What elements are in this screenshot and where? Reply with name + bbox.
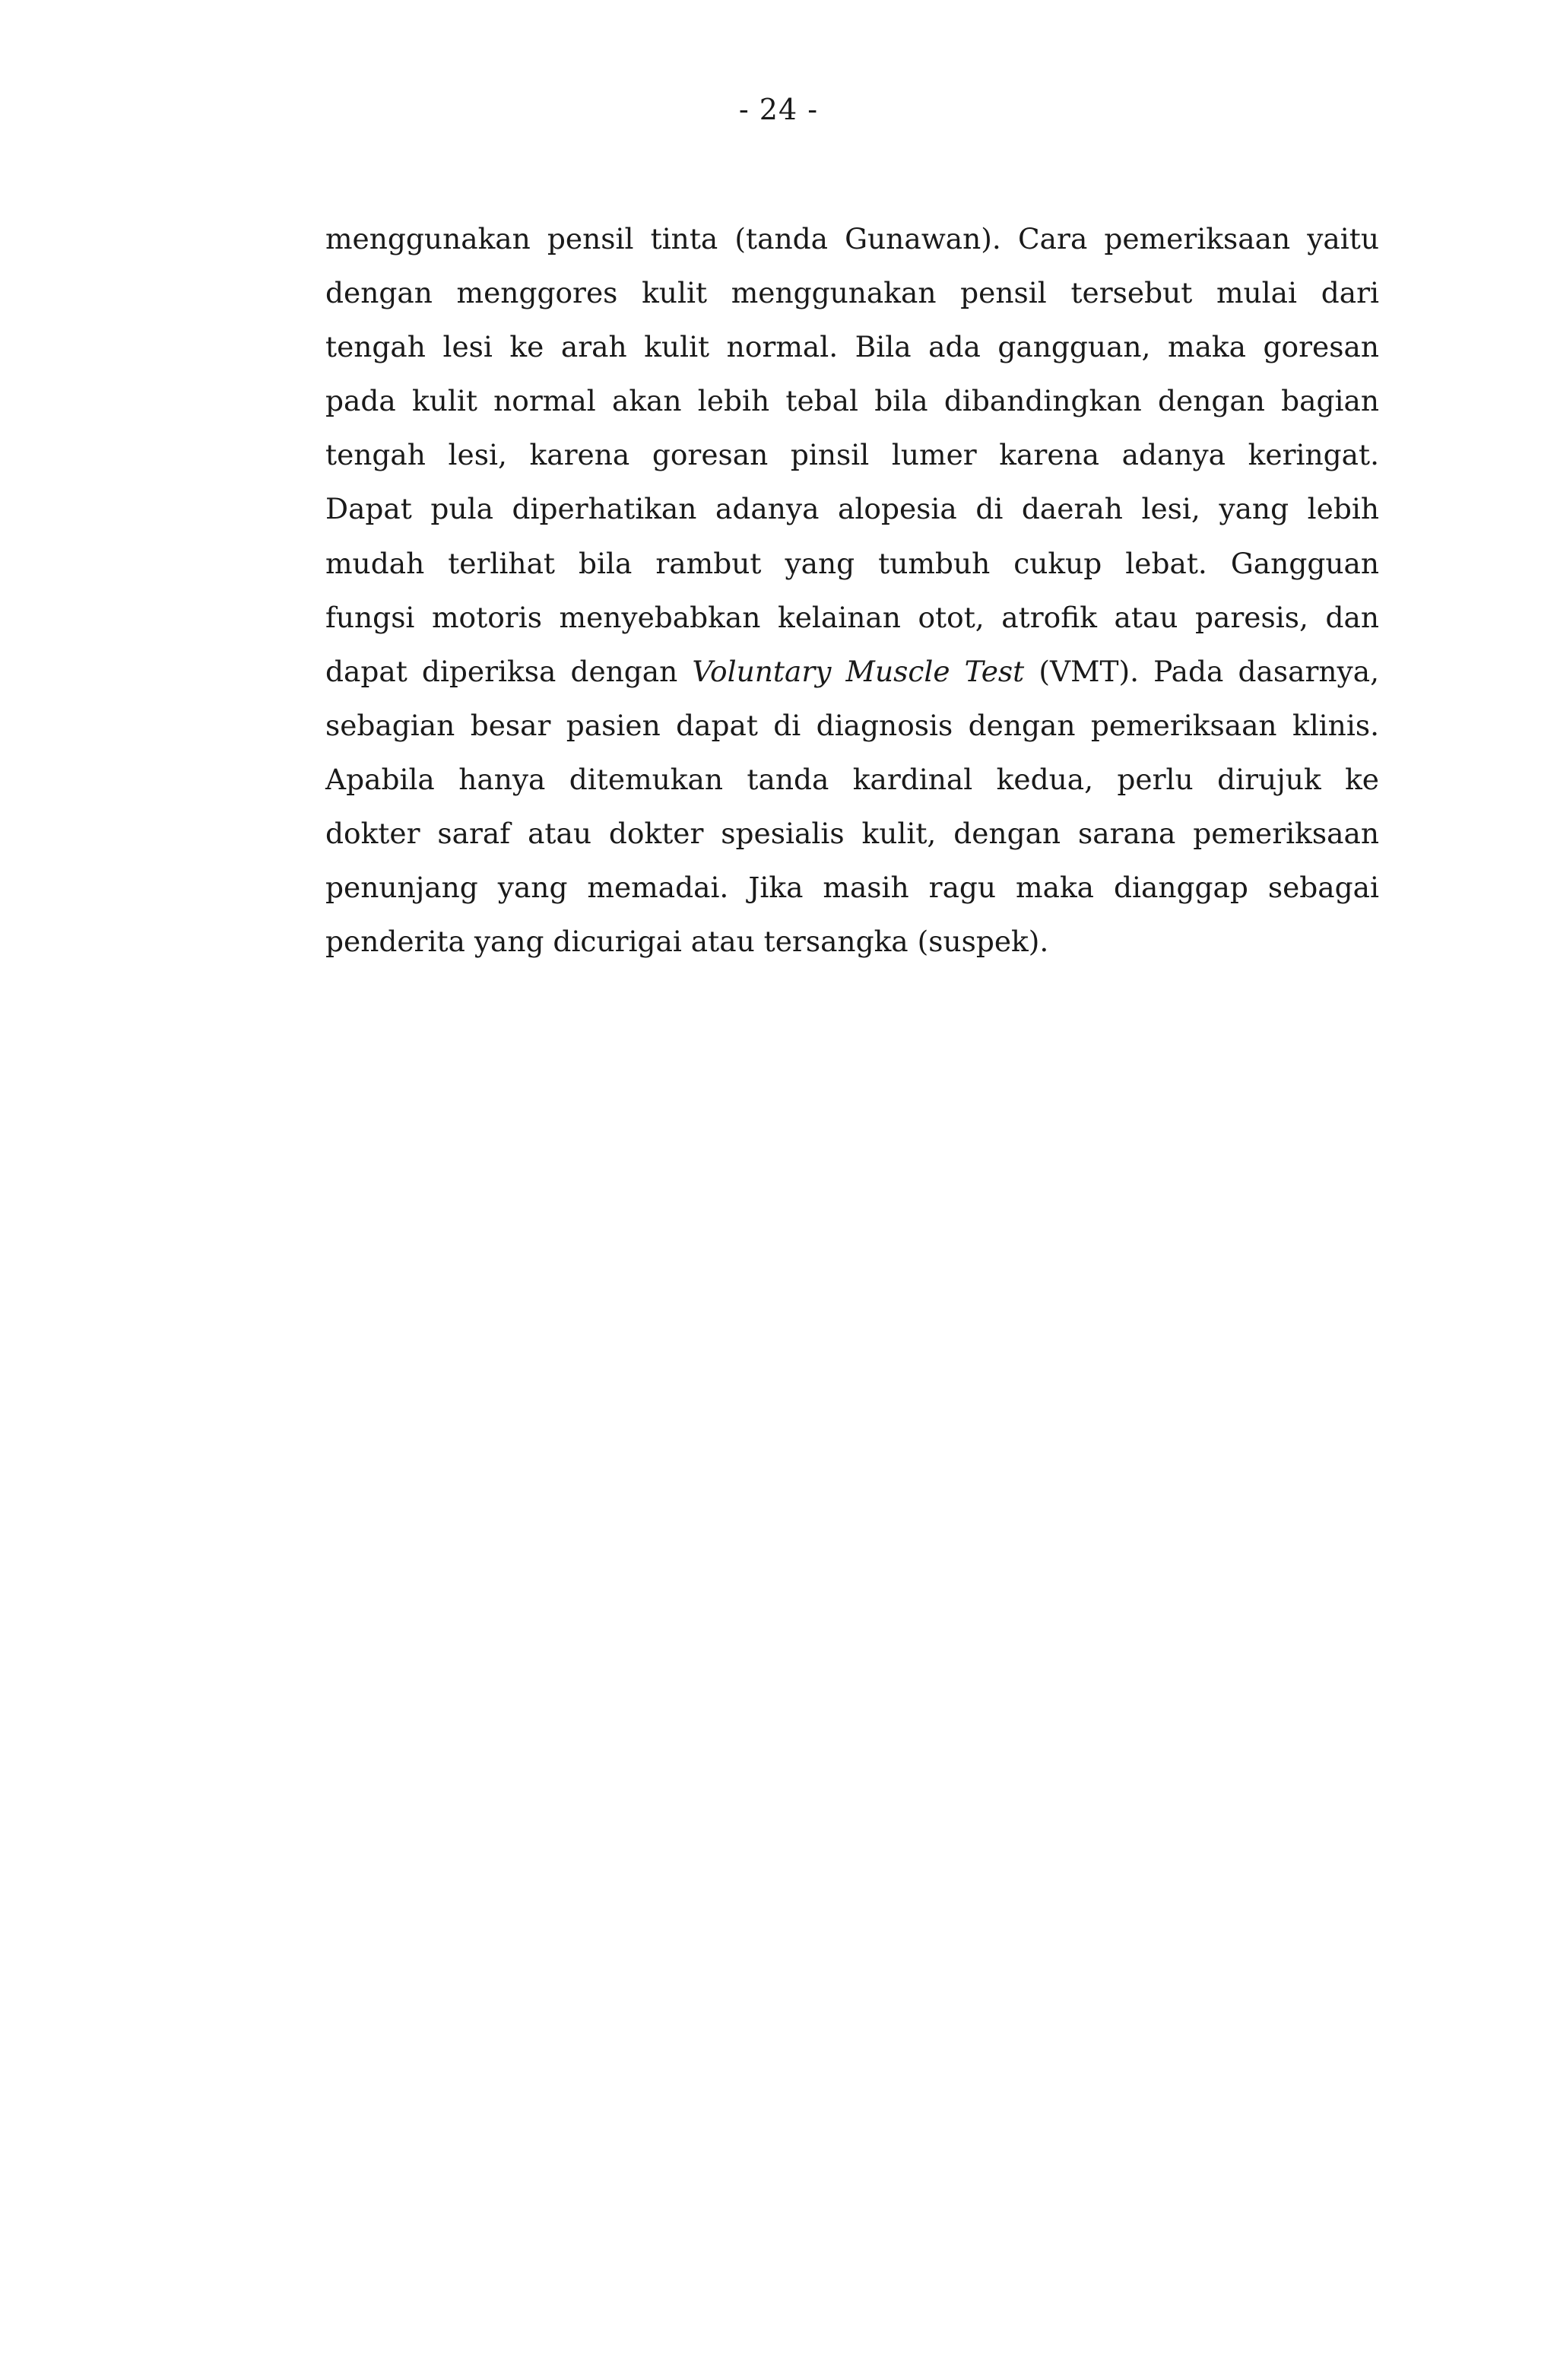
text-line: mudah terlihat bila rambut yang tumbuh cukup lebat. Gangguan	[325, 546, 1379, 580]
text-line: pada kulit normal akan lebih tebal bila dibandingkan dengan bagian	[325, 384, 1379, 418]
text-segment: dapat diperiksa dengan	[325, 654, 693, 688]
text-segment: (VMT). Pada dasarnya,	[1024, 654, 1379, 688]
text-line-vmt	[325, 645, 1379, 699]
italic-term: Voluntary Muscle Test	[692, 654, 1025, 688]
body-paragraph	[325, 212, 1379, 969]
text-line: sebagian besar pasien dapat di diagnosis dengan pemeriksaan klinis.	[325, 708, 1379, 742]
text-line: tengah lesi ke arah kulit normal. Bila ada gangguan, maka goresan	[325, 330, 1379, 364]
text-line: tengah lesi, karena goresan pinsil lumer karena adanya keringat.	[325, 438, 1379, 472]
text-line: Apabila hanya ditemukan tanda kardinal kedua, perlu dirujuk ke	[325, 762, 1379, 796]
text-line: penunjang yang memadai. Jika masih ragu maka dianggap sebagai	[325, 871, 1379, 905]
text-line: penderita yang dicurigai atau tersangka (suspek).	[325, 925, 1049, 959]
text-line: dokter saraf atau dokter spesialis kulit, dengan sarana pemeriksaan	[325, 817, 1379, 851]
page-number: - 24 -	[738, 93, 819, 126]
text-line: menggunakan pensil tinta (tanda Gunawan). Cara pemeriksaan yaitu	[325, 222, 1379, 255]
text-line: Dapat pula diperhatikan adanya alopesia di daerah lesi, yang lebih	[325, 492, 1379, 526]
text-line: fungsi motoris menyebabkan kelainan otot, atrofik atau paresis, dan	[325, 600, 1379, 634]
text-line: dengan menggores kulit menggunakan pensil tersebut mulai dari	[325, 276, 1379, 310]
